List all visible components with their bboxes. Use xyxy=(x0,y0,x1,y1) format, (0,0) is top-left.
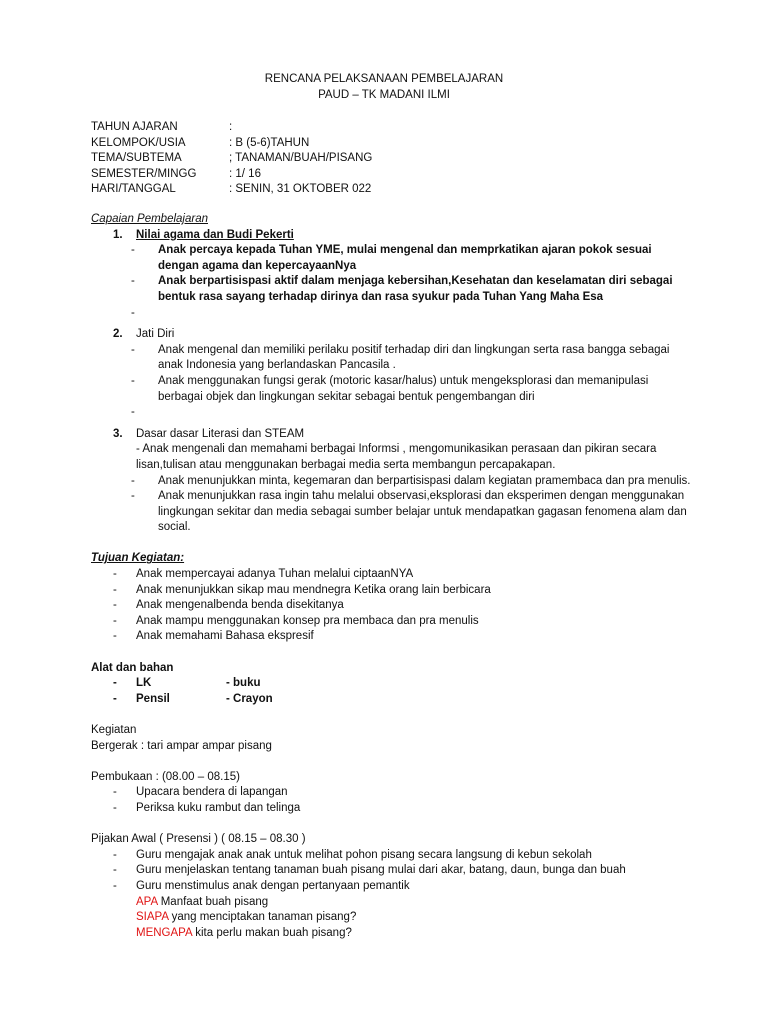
info-value: : xyxy=(229,121,233,133)
list-item: - Anak mengenal dan memiliki perilaku positif terhadap diri dan lingkungan serta rasa bangga sebagai anak Indonesia yang berlandaskan Pancasila . xyxy=(91,343,691,374)
section-heading xyxy=(91,228,691,244)
list-item: - Anak menunjukkan minta, kegemaran dan berpartisispasi dalam kegiatan pramembaca dan pra menulis. xyxy=(91,474,691,490)
bullet-dash: - xyxy=(131,474,135,487)
info-row xyxy=(91,136,372,152)
bullet-dash: - xyxy=(113,568,117,581)
info-label: TAHUN AJARAN xyxy=(91,121,178,133)
tujuan-title: Tujuan Kegiatan: xyxy=(91,552,185,565)
list-item: - Guru menjelaskan tentang tanaman buah pisang mulai dari akar, batang, daun, bunga dan buah xyxy=(91,863,691,879)
info-block xyxy=(91,120,372,198)
info-label: TEMA/SUBTEMA xyxy=(91,152,182,164)
bullet-dash: - xyxy=(113,583,117,596)
info-row xyxy=(91,167,372,183)
bullet-dash: - xyxy=(131,306,135,319)
bullet-dash: - xyxy=(113,630,117,643)
list-item: - Anak mampu menggunakan konsep pra membaca dan pra menulis xyxy=(91,614,691,630)
list-item: - Anak berpartisispasi aktif dalam menjaga kebersihan,Kesehatan dan keselamatan diri sebagai bentuk rasa sayang terhadap dirinya dan rasa syukur pada Tuhan Yang Maha Esa xyxy=(91,274,691,305)
list-item xyxy=(91,405,691,421)
pijakan-title: Pijakan Awal ( Presensi ) ( 08.15 – 08.30 ) xyxy=(91,833,306,846)
section-heading xyxy=(91,327,691,343)
alat-row: - Pensil - Crayon xyxy=(91,692,691,708)
list-item: - Upacara bendera di lapangan xyxy=(91,785,691,801)
bullet-dash: - xyxy=(113,599,117,612)
bullet-dash: - xyxy=(131,244,135,257)
list-item: - Anak menunjukkan sikap mau mendnegra Ketika orang lain berbicara xyxy=(91,583,691,599)
info-row xyxy=(91,151,372,167)
capaian-title: Capaian Pembelajaran xyxy=(91,213,208,225)
list-item xyxy=(91,306,691,322)
bullet-dash: - xyxy=(113,801,117,814)
list-item: - Periksa kuku rambut dan telinga xyxy=(91,801,691,817)
bullet-dash: - xyxy=(113,864,117,877)
section-title: Nilai agama dan Budi Pekerti xyxy=(136,228,294,241)
question-line: SIAPA yang menciptakan tanaman pisang? xyxy=(136,911,357,924)
info-label: SEMESTER/MINGG xyxy=(91,167,197,180)
bullet-dash: - xyxy=(131,490,135,503)
list-item: - Guru menstimulus anak dengan pertanyaan pemantik xyxy=(91,879,691,895)
question-keyword: SIAPA xyxy=(136,911,169,924)
list-item: - Anak mengenalbenda benda disekitanya xyxy=(91,598,691,614)
bullet-dash: - xyxy=(113,879,117,892)
kegiatan-title: Kegiatan xyxy=(91,724,137,736)
list-item: - Anak menggunakan fungsi gerak (motoric kasar/halus) untuk mengeksplorasi dan memanipulasi berbagai objek dan lingkungan sekitar sebagai bentuk pengembangan diri xyxy=(91,374,691,405)
kegiatan-bergerak: Bergerak : tari ampar ampar pisang xyxy=(91,739,272,752)
question-keyword: MENGAPA xyxy=(136,926,193,939)
info-row xyxy=(91,120,372,136)
pembukaan-title: Pembukaan : (08.00 – 08.15) xyxy=(91,770,240,783)
bullet-dash: - xyxy=(131,343,135,356)
list-item: - Guru mengajak anak anak untuk melihat pohon pisang secara langsung di kebun sekolah xyxy=(91,848,691,864)
bullet-dash: - xyxy=(113,677,117,690)
section-number: 3. xyxy=(113,427,123,440)
bullet-dash: - xyxy=(131,275,135,288)
alat-row: - LK - buku xyxy=(91,676,691,692)
bullet-dash: - xyxy=(113,848,117,861)
section-number: 2. xyxy=(113,328,123,341)
section-title: Dasar dasar Literasi dan STEAM xyxy=(136,427,305,440)
section-number: 1. xyxy=(113,228,123,241)
document-body xyxy=(91,212,691,941)
question-line: APA Manfaat buah pisang xyxy=(136,895,269,908)
list-item: - Anak percaya kepada Tuhan YME, mulai mengenal dan memprkatikan ajaran pokok sesuai dengan agama dan kepercayaanNya xyxy=(91,243,691,274)
question-keyword: APA xyxy=(136,895,158,908)
bullet-dash: - xyxy=(113,614,117,627)
info-value: : 1/ 16 xyxy=(229,167,261,180)
info-value: : B (5-6)TAHUN xyxy=(229,136,310,149)
bullet-dash: - xyxy=(113,786,117,799)
info-label: HARI/TANGGAL xyxy=(91,183,176,195)
section-paragraph: - Anak mengenali dan memahami berbagai Informsi , mengomunikasikan perasaan dan pikiran secara lisan,tulisan atau menggunakan berbagai media serta membangun percapakapan. xyxy=(136,443,657,471)
list-item: - Anak menunjukkan rasa ingin tahu melalui observasi,eksplorasi dan eksperimen dengan menggunakan lingkungan sekitar dan media sebagai sumber belajar untuk mendapatkan gagasan fenomena alam dan social. xyxy=(91,489,691,536)
bullet-dash: - xyxy=(131,406,135,419)
document-title xyxy=(0,72,768,104)
info-label: KELOMPOK/USIA xyxy=(91,136,186,149)
bullet-dash: - xyxy=(131,374,135,387)
alat-title: Alat dan bahan xyxy=(91,661,174,674)
section-heading xyxy=(91,427,691,443)
bullet-dash: - xyxy=(113,692,117,705)
info-row xyxy=(91,182,372,198)
info-value: ; TANAMAN/BUAH/PISANG xyxy=(229,152,373,164)
section-title: Jati Diri xyxy=(136,328,175,341)
list-item: - Anak mempercayai adanya Tuhan melalui ciptaanNYA xyxy=(91,567,691,583)
info-value: : SENIN, 31 OKTOBER 022 xyxy=(229,183,372,195)
title-line-1: RENCANA PELAKSANAAN PEMBELAJARAN xyxy=(264,73,504,85)
title-line-2: PAUD – TK MADANI ILMI xyxy=(318,89,450,101)
list-item: - Anak memahami Bahasa ekspresif xyxy=(91,629,691,645)
question-line: MENGAPA kita perlu makan buah pisang? xyxy=(136,926,352,939)
